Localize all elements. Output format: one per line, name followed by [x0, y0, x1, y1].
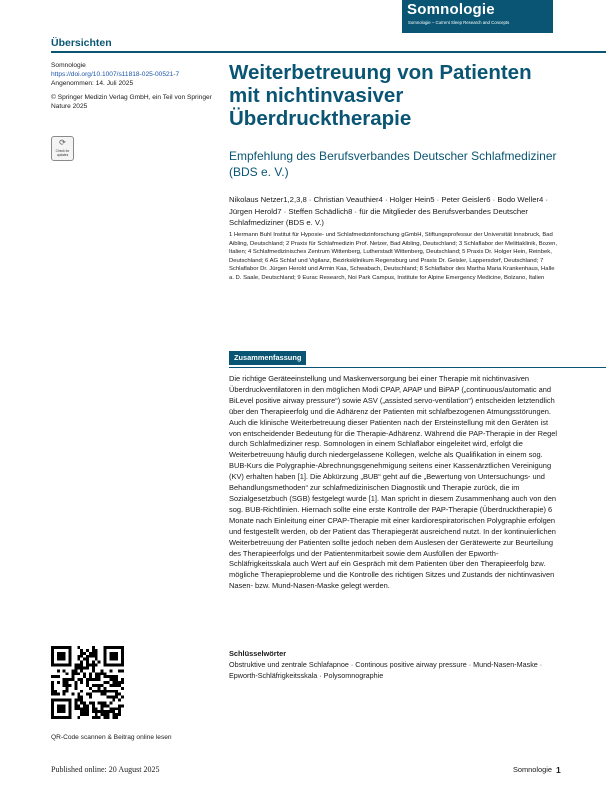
article-title: Weiterbetreuung von Patienten mit nichtinvasiver Überdrucktherapie	[229, 61, 532, 130]
article-subtitle: Empfehlung des Berufsverbandes Deutscher Schlafmediziner (BDS e. V.)	[229, 149, 557, 179]
copyright-notice: © Springer Medizin Verlag GmbH, ein Teil von Springer Nature 2025	[51, 94, 212, 111]
check-updates-icon: ⟳	[59, 138, 66, 147]
check-for-updates-badge[interactable]	[51, 136, 74, 161]
qr-code[interactable]	[51, 646, 124, 719]
section-label: Übersichten	[51, 37, 112, 49]
meta-journal: Somnologie	[51, 62, 86, 69]
page-number: 1	[556, 765, 561, 775]
doi-link[interactable]: https://doi.org/10.1007/s11818-025-00521-7	[51, 70, 180, 78]
accepted-date: Angenommen: 14. Juli 2025	[51, 79, 134, 87]
article-meta	[51, 62, 216, 112]
qr-caption: QR-Code scannen & Beitrag online lesen	[51, 734, 172, 741]
footer-journal: Somnologie	[512, 765, 552, 774]
keywords-text: Obstruktive und zentrale Schlafapnoe · Continous positive airway pressure · Mund-Nasen-Maske · Epworth-Schläfrigkeitsskala · Polysomnographie	[229, 660, 543, 680]
affiliations: 1 Hermann Buhl Institut für Hypoxie- und Schlafmedizinforschung gGmbH, Stiftungsprofessur der Universität Innsbruck, Bad Aibling, Deutschland; 2 Praxis für Schlafmedizin Prof. Netzer, Bad Aibling, Deutschland; 3 Schlaflabor der Melittaklinik, Bozen, Italien; 4 Schlafmedizinisches Zentrum Wittenberg, Lutherstadt Wittenberg, Deutschland; 5 Praxis Dr. Holger Hein, Reinbek, Deutschland; 6 AG Schlaf und Vigilanz, Bezirksklinikum Regensburg und Praxis Dr. Geisler, Lappersdorf, Deutschland; 7 Schlaflabor Dr. Jürgen Herold und Armin Kaa, Schwabach, Deutschland; 8 Schlaflabor des Martha Maria Krankenhaus, Halle a. D. Saale, Deutschland; 9 Eurac Research, Noi Park Campus, Institute for Alpine Emergency Medicine, Bolzano, Italien	[229, 232, 558, 281]
header-rule	[51, 51, 606, 53]
keywords-heading: Schlüsselwörter	[229, 649, 287, 658]
check-updates-label: Check for updates	[55, 149, 70, 157]
author-list: Nikolaus Netzer1,2,3,8 · Christian Veauthier4 · Holger Hein5 · Peter Geisler6 · Bodo Weller4 · Jürgen Herold7 · Steffen Schädlich8 · für die Mitglieder des Berufsverbandes Deutscher Schlafmediziner (BDS e. V.)	[229, 195, 549, 227]
abstract-rule	[229, 367, 606, 368]
abstract-text: Die richtige Geräteeinstellung und Maskenversorgung bei einer Therapie mit nichtinvasiven Überdruckventilatoren in den möglichen Modi CPAP, APAP und BiPAP („continuous/automatic and BiLevel positive airway pressure“) sowie ASV („assisted servo-ventilation“) entscheiden letztendlich über den Therapieerfolg und die Adhärenz der Patienten mit schlafbezogenen Atmungsstörungen. Auch die klinische Weiterbetreuung dieser Patienten nach der Ersteinstellung mit den Geräten ist von entscheidender Bedeutung für die Therapie-Adhärenz. Während die PAP-Therapie in der Regel durch Schlafmediziner resp. Somnologen in einem Schlaflabor eingeleitet wird, erfolgt die Weiterbetreuung häufig durch niedergelassene Kollegen, welche als Qualifikation in einem sog. BUB-Kurs die Polygraphie-Abrechnungsgenehmigung seitens einer Kassenärztlichen Vereinigung (KV) erhalten haben [1]. Die Abkürzung „BUB“ geht auf die „Bewertung von Untersuchungs- und Behandlungsmethoden“ zur schlafmedizinischen Diagnostik und Therapie zurück, die im Sozialgesetzbuch (SGB) festgelegt wurde [1]. Man spricht in diesem Zusammenhang auch von den sog. BUB-Richtlinien. Hiernach sollte eine erste Kontrolle der PAP-Therapie (Überdrucktherapie) 6 Monate nach Einleitung einer CPAP-Therapie mit einer kardiorespiratorischen Polygraphie erfolgen und festgestellt werden, ob der Patient das Therapiegerät ausreichend nutzt. In der kontinuierlichen Weiterbetreuung der Patienten sollte jedoch neben dem Auslesen der Gerätewerte zur Beurteilung des Therapieerfolgs und der Patientenmitarbeit sowie dem Ausfüllen der Epworth-Schläfrigkeitsskala auch Wert auf ein Gespräch mit dem Patienten über den Therapieerfolg bzw. mögliche Therapieprobleme und die Kontrolle des richtigen Sitzes und Zustands der nichtinvasiven Nasen- bzw. Mund-Nasen-Maske gelegt werden.	[229, 374, 558, 591]
journal-name: Somnologie	[407, 1, 495, 18]
journal-logo	[402, 0, 553, 33]
abstract-heading: Zusammenfassung	[229, 351, 306, 365]
published-date: Published online: 20 August 2025	[51, 765, 160, 774]
journal-tagline: Somnologie – Current Sleep Research and Concepts	[408, 20, 510, 25]
